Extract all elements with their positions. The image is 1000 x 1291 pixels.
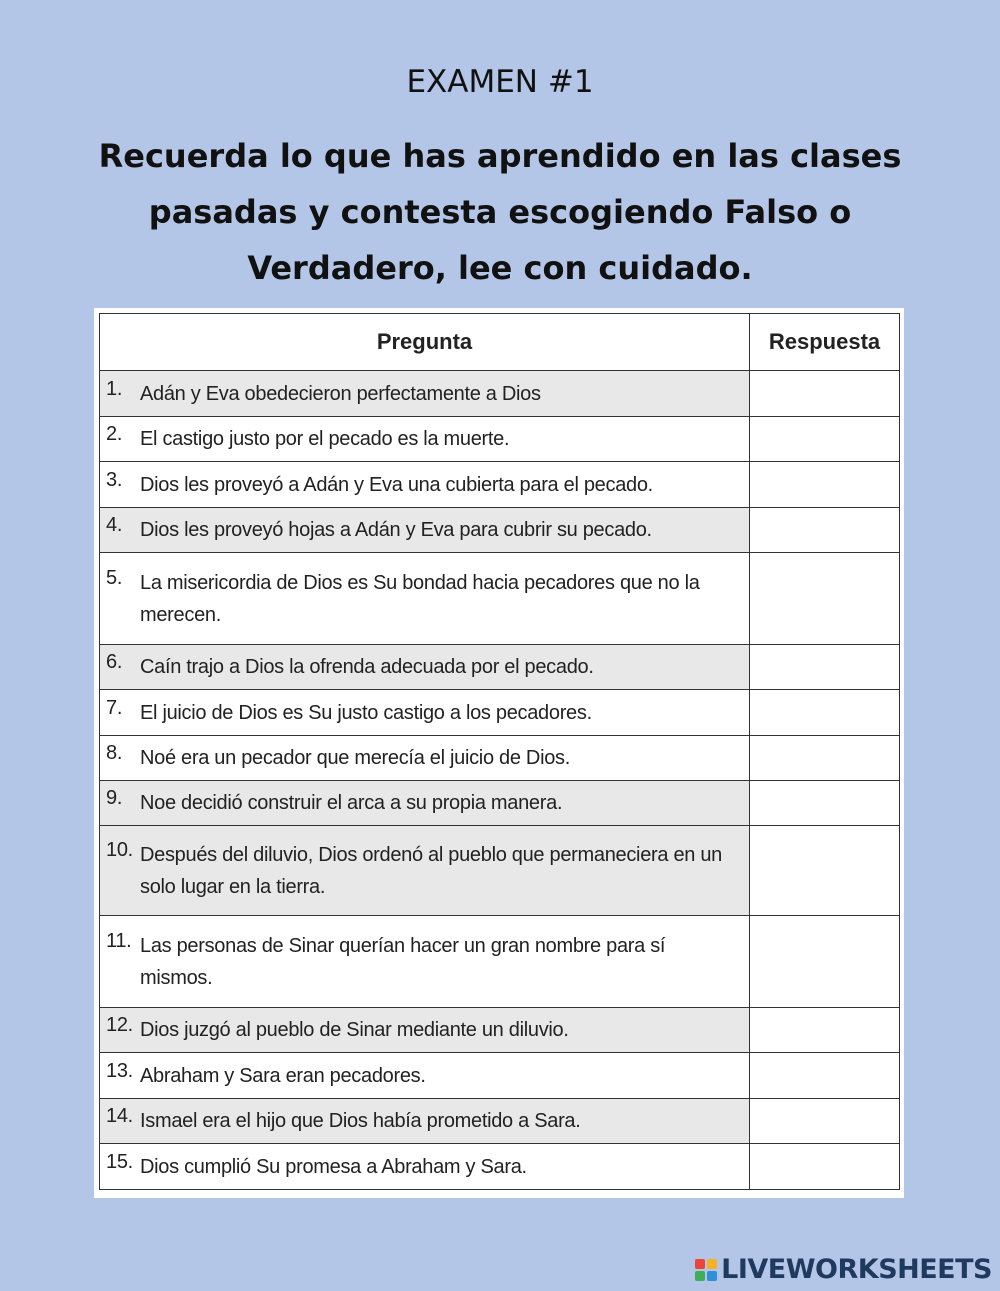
question-number: 4. [106, 514, 123, 536]
answer-cell[interactable] [750, 1099, 900, 1144]
answer-cell[interactable] [750, 1144, 900, 1190]
table-row [100, 417, 900, 462]
table-row [100, 1008, 900, 1053]
question-text: Adán y Eva obedecieron perfectamente a Dios [140, 382, 541, 405]
answer-cell[interactable] [750, 690, 900, 736]
question-text: Las personas de Sinar querían hacer un gran nombre para sí mismos. [140, 934, 666, 989]
table-row [100, 553, 900, 645]
answer-cell[interactable] [750, 553, 900, 645]
question-number: 3. [106, 468, 123, 491]
question-cell [100, 645, 750, 690]
question-cell [100, 690, 750, 736]
question-number: 6. [106, 651, 123, 673]
question-text: Caín trajo a Dios la ofrenda adecuada por el pecado. [140, 656, 594, 678]
header-question: Pregunta [100, 314, 750, 371]
question-cell [100, 1099, 750, 1144]
table-row [100, 462, 900, 508]
question-number: 9. [106, 787, 123, 809]
question-cell [100, 781, 750, 826]
liveworksheets-logo [695, 1254, 992, 1285]
question-cell [100, 371, 750, 417]
table-row [100, 508, 900, 553]
question-number: 8. [106, 742, 123, 764]
exam-title: EXAMEN #1 [406, 64, 594, 100]
question-table [99, 313, 900, 1190]
question-cell [100, 1008, 750, 1053]
question-text: El castigo justo por el pecado es la muerte. [140, 428, 510, 450]
table-row [100, 826, 900, 916]
question-cell [100, 826, 750, 916]
question-number: 15. [106, 1150, 133, 1173]
question-number: 7. [106, 696, 123, 719]
question-cell [100, 553, 750, 645]
question-number: 14. [106, 1105, 133, 1127]
worksheet-card [94, 308, 904, 1198]
question-text: Dios cumplió Su promesa a Abraham y Sara. [140, 1155, 527, 1178]
question-text: Ismael era el hijo que Dios había prometido a Sara. [140, 1110, 581, 1132]
table-row [100, 371, 900, 417]
answer-cell[interactable] [750, 916, 900, 1008]
logo-icon [695, 1259, 717, 1281]
question-cell [100, 1053, 750, 1099]
answer-cell[interactable] [750, 417, 900, 462]
answer-cell[interactable] [750, 645, 900, 690]
answer-cell[interactable] [750, 826, 900, 916]
table-row [100, 736, 900, 781]
question-number: 13. [106, 1059, 133, 1082]
question-number: 5. [106, 566, 123, 589]
table-row [100, 916, 900, 1008]
question-text: Dios les proveyó a Adán y Eva una cubierta para el pecado. [140, 473, 653, 496]
question-text: Noé era un pecador que merecía el juicio de Dios. [140, 747, 570, 769]
question-number: 12. [106, 1014, 133, 1036]
question-text: Noe decidió construir el arca a su propia manera. [140, 792, 563, 814]
question-cell [100, 508, 750, 553]
table-row [100, 1099, 900, 1144]
table-row [100, 645, 900, 690]
question-text: Dios juzgó al pueblo de Sinar mediante un diluvio. [140, 1019, 569, 1041]
answer-cell[interactable] [750, 462, 900, 508]
logo-text: LIVEWORKSHEETS [721, 1254, 992, 1285]
question-text: La misericordia de Dios es Su bondad hacia pecadores que no la merecen. [140, 571, 700, 626]
question-text: Después del diluvio, Dios ordenó al pueblo que permaneciera en un solo lugar en la tierra. [140, 843, 723, 898]
instructions-text: Recuerda lo que has aprendido en las clases pasadas y contesta escogiendo Falso o Verdadero, lee con cuidado. [98, 137, 902, 287]
answer-cell[interactable] [750, 781, 900, 826]
answer-cell[interactable] [750, 736, 900, 781]
question-cell [100, 736, 750, 781]
answer-cell[interactable] [750, 508, 900, 553]
question-cell [100, 916, 750, 1008]
header-answer: Respuesta [750, 314, 900, 371]
answer-cell[interactable] [750, 1008, 900, 1053]
question-cell [100, 417, 750, 462]
question-number: 1. [106, 377, 123, 400]
answer-cell[interactable] [750, 371, 900, 417]
answer-cell[interactable] [750, 1053, 900, 1099]
question-number: 10. [106, 838, 133, 861]
table-row [100, 690, 900, 736]
question-text: Abraham y Sara eran pecadores. [140, 1064, 426, 1087]
table-row [100, 781, 900, 826]
table-header-row [100, 314, 900, 371]
question-cell [100, 462, 750, 508]
table-row [100, 1144, 900, 1190]
question-number: 2. [106, 423, 123, 445]
question-cell [100, 1144, 750, 1190]
question-text: Dios les proveyó hojas a Adán y Eva para cubrir su pecado. [140, 519, 652, 541]
question-text: El juicio de Dios es Su justo castigo a los pecadores. [140, 701, 592, 724]
question-number: 11. [106, 929, 132, 952]
table-row [100, 1053, 900, 1099]
